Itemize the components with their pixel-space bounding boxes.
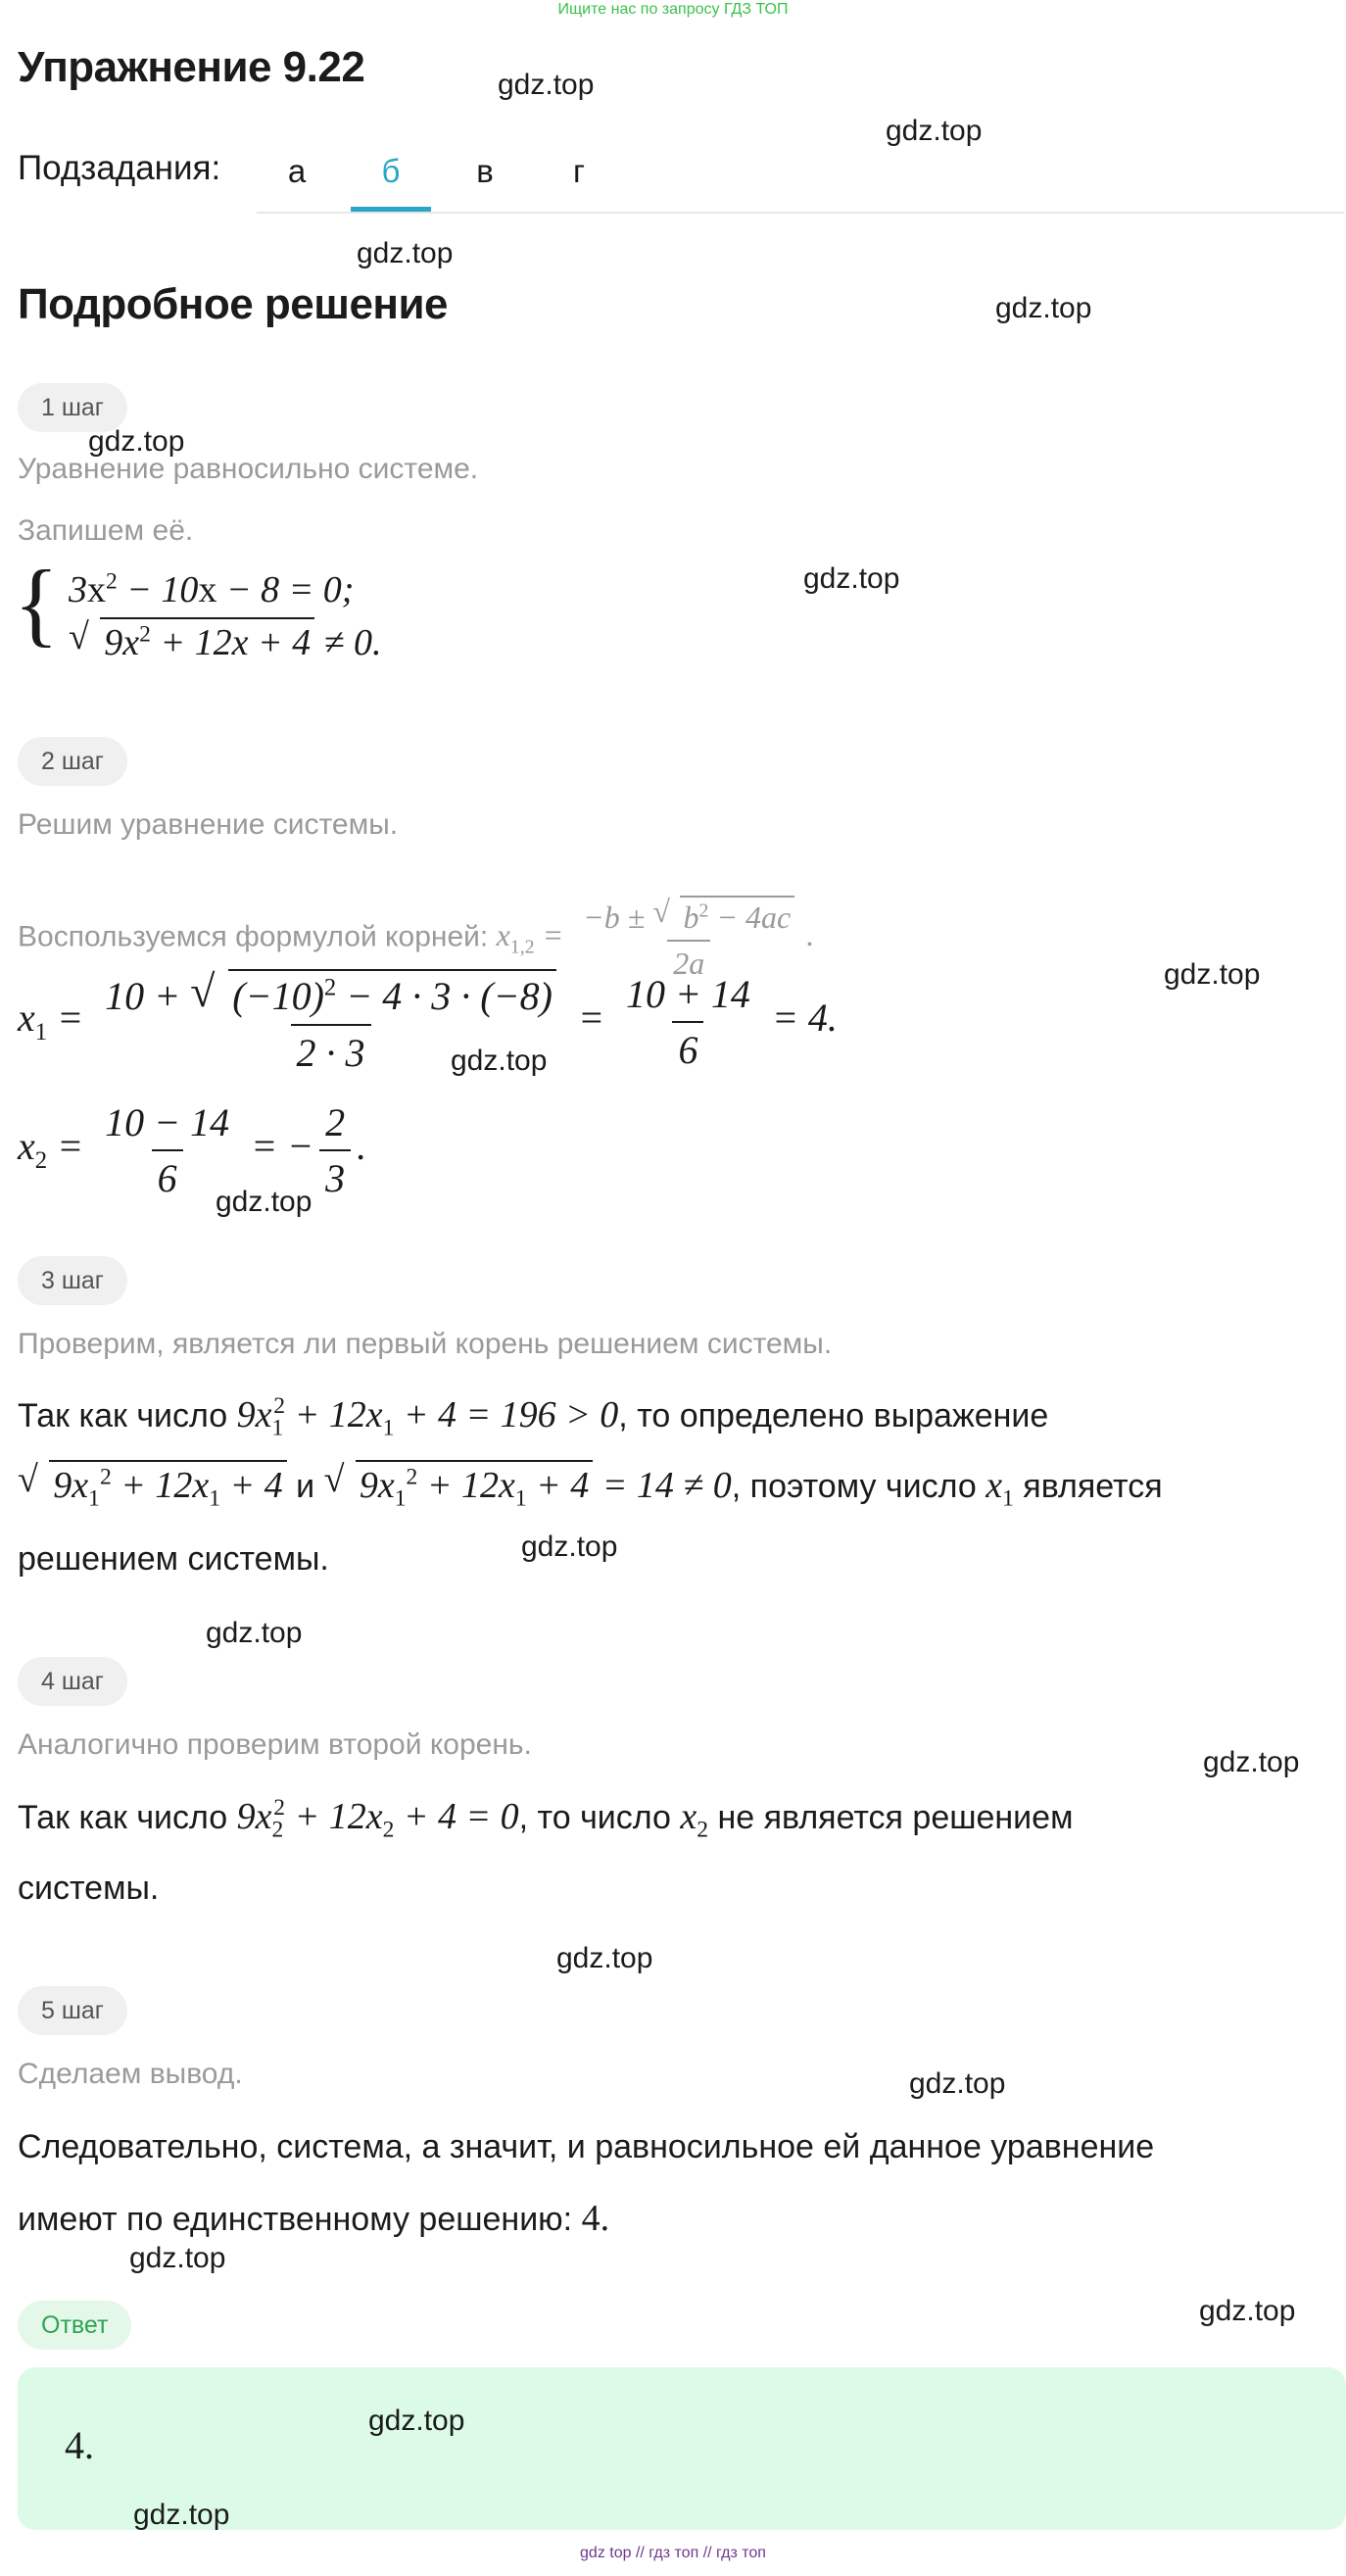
tab-a[interactable]: а — [287, 153, 307, 189]
system-brace: { — [14, 551, 60, 656]
text-fragment: Так как число — [18, 1799, 228, 1836]
step-body-line: системы. — [18, 1870, 160, 1907]
solution-title: Подробное решение — [18, 280, 449, 328]
step-text: Проверим, является ли первый корень решением системы. — [18, 1328, 833, 1360]
watermark: gdz.top — [498, 69, 595, 101]
formula-intro: Воспользуемся формулой корней: — [18, 920, 489, 953]
step-badge: 3 шаг — [18, 1256, 127, 1305]
step-body-line — [18, 1460, 1163, 1513]
step-body-line — [18, 1393, 1048, 1442]
watermark: gdz.top — [521, 1531, 618, 1563]
watermark: gdz.top — [206, 1617, 303, 1649]
text-fragment: имеют по единственному решению: — [18, 2201, 573, 2238]
watermark: gdz.top — [1199, 2295, 1296, 2327]
watermark: gdz.top — [133, 2499, 230, 2531]
promo-text: Ищите нас по запросу ГДЗ ТОП — [557, 1, 789, 18]
tab-v[interactable]: в — [476, 153, 494, 189]
watermark: gdz.top — [88, 425, 185, 458]
math-inline: $x_1$ — [985, 1465, 1014, 1512]
text-fragment: является — [1023, 1468, 1163, 1505]
watermark: gdz.top — [368, 2405, 465, 2437]
step-body-line — [18, 2197, 609, 2240]
math-inline: $9x_2^2 + 12x_2 + 4 = 0$ — [236, 1795, 519, 1843]
watermark: gdz.top — [216, 1186, 312, 1218]
step-text: Уравнение равносильно системе. — [18, 453, 479, 485]
watermark: gdz.top — [556, 1942, 653, 1974]
step-body-line: Следовательно, система, а значит, и равносильное ей данное уравнение — [18, 2128, 1155, 2165]
watermark: gdz.top — [451, 1045, 548, 1077]
footer-text: gdz top // гдз топ // гдз топ — [580, 2545, 766, 2561]
math-inline: $9x_1^2 + 12x_1 + 4 = 196 > 0$ — [236, 1393, 619, 1441]
step-text: Аналогично проверим второй корень. — [18, 1728, 532, 1761]
watermark: gdz.top — [995, 292, 1092, 324]
step-body-line: решением системы. — [18, 1540, 329, 1578]
step-badge: 2 шаг — [18, 737, 127, 786]
watermark: gdz.top — [886, 115, 983, 147]
step-body-line — [18, 1795, 1073, 1844]
step-text: Сделаем вывод. — [18, 2058, 243, 2090]
system-line-1: $3x^2 - 10x - 8 = 0$; — [69, 568, 355, 610]
step-badge: 5 шаг — [18, 1986, 127, 2035]
root-x2: $x_2$ = $\frac{10 - 14}{6}$ = − $\frac{2}{3}$ . — [18, 1100, 367, 1200]
step-text: Решим уравнение системы. — [18, 808, 399, 841]
root-x1: $x_1$ = $\frac{10 + √ (-10)^2 - 4 \cdot 3 \cdot (-8)}{2 \cdot 3}$ = $\frac{10 + 14}{6}$ = 4. — [18, 968, 838, 1076]
system-line-2: √ $9x^2 + 12x + 4 \ne 0$. — [69, 617, 381, 664]
step-badge: 1 шаг — [18, 383, 127, 432]
watermark: gdz.top — [909, 2067, 1006, 2100]
math-inline: $x_2$ — [680, 1796, 709, 1843]
tab-b[interactable]: б — [351, 147, 431, 208]
watermark: gdz.top — [357, 237, 454, 269]
text-fragment: , поэтому число — [731, 1468, 977, 1505]
watermark: gdz.top — [1164, 958, 1261, 991]
math-inline: 4. — [581, 2198, 610, 2239]
text-fragment: Так как число — [18, 1397, 228, 1434]
answer-badge: Ответ — [18, 2301, 131, 2350]
step-badge: 4 шаг — [18, 1657, 127, 1706]
watermark: gdz.top — [1203, 1746, 1300, 1778]
tab-g[interactable]: г — [572, 153, 586, 189]
text-fragment: и — [296, 1468, 315, 1505]
math-inline: √ $9x_1^2 + 12x_1 + 4 = 14 \ne 0$ — [324, 1465, 732, 1506]
roots-formula: $x_{1,2}$ = $\frac{-b \pm √ b^2 - 4ac}{2a}$ . — [497, 917, 815, 952]
text-fragment: не является решением — [717, 1799, 1074, 1836]
page-title: Упражнение 9.22 — [18, 43, 365, 91]
text-fragment: , то определено выражение — [618, 1397, 1049, 1434]
step-text: Запишем её. — [18, 514, 194, 547]
watermark: gdz.top — [803, 562, 900, 595]
text-fragment: , то число — [518, 1799, 671, 1836]
subtasks-label: Подзадания: — [18, 149, 221, 187]
watermark: gdz.top — [129, 2242, 226, 2274]
answer-value: 4. — [65, 2423, 94, 2467]
subtask-tabs — [257, 147, 1344, 214]
math-inline: √ $9x_1^2 + 12x_1 + 4$ — [18, 1465, 287, 1506]
